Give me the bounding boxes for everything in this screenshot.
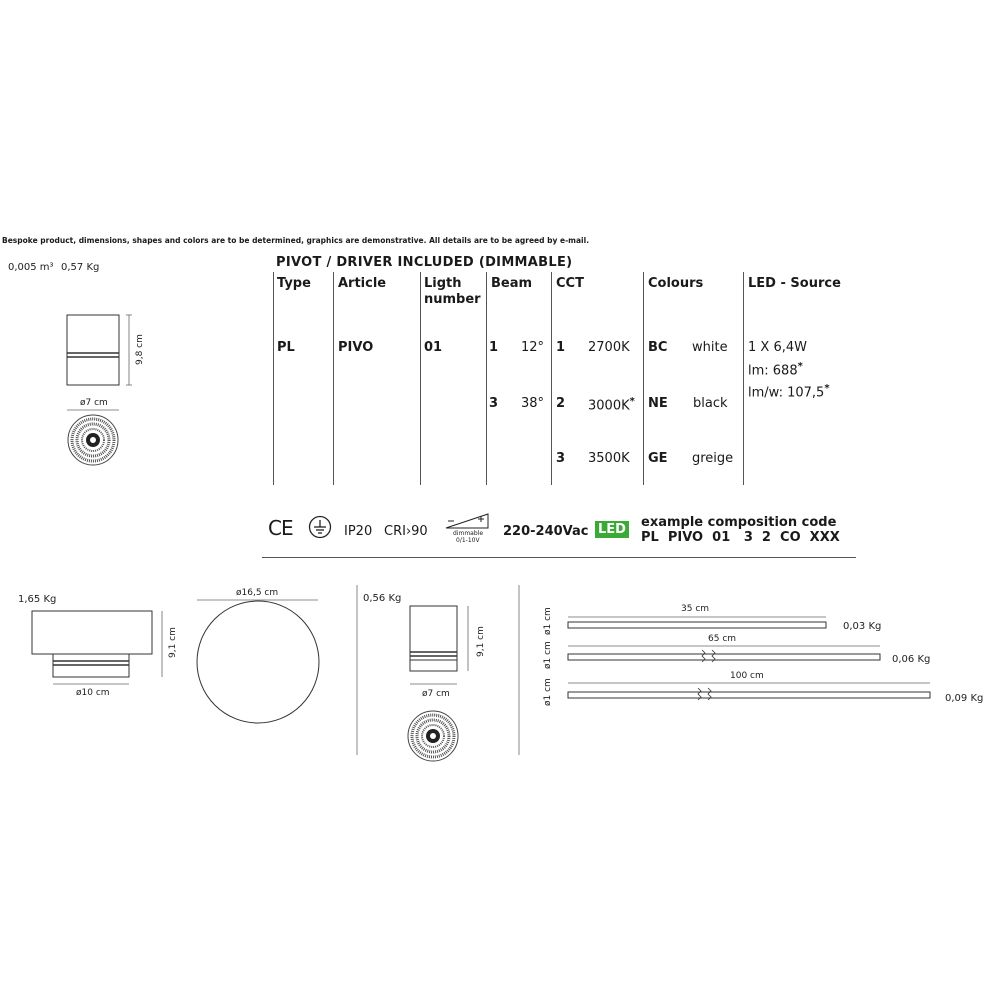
disclaimer-text: Bespoke product, dimensions, shapes and colors are to be determined, graphics are demonstrative. All details are to be agreed by e-mail. (2, 236, 590, 245)
header-length-2: number (424, 292, 481, 307)
cri-rating: CRI›90 (384, 524, 428, 539)
small-weight: 0,56 Kg (363, 593, 402, 604)
led-power: 1 X 6,4W (748, 340, 807, 355)
top-height-label: 9,8 cm (135, 334, 145, 365)
header-beam: Beam (491, 276, 533, 291)
led-lumen: lm: 688* (748, 361, 803, 379)
header-article: Article (338, 276, 387, 291)
colour-code: NE (648, 396, 668, 411)
rod-diameter: ø1 cm (543, 607, 553, 635)
voltage: 220-240Vac (503, 524, 589, 539)
rod-diameter: ø1 cm (543, 641, 553, 669)
header-type: Type (277, 276, 311, 291)
colour-name: white (692, 340, 728, 355)
cct-value: 2700K (588, 340, 630, 355)
cct-code: 1 (556, 340, 566, 355)
small-height: 9,1 cm (476, 626, 486, 657)
example-code: PL PIVO 01 3 2 CO XXX (641, 530, 840, 545)
colour-code: GE (648, 451, 668, 466)
header-cct: CCT (556, 276, 584, 291)
rod-weight: 0,06 Kg (892, 654, 931, 665)
length-value: 01 (424, 340, 443, 355)
led-badge: LED (595, 521, 629, 538)
colour-code: BC (648, 340, 668, 355)
rod-length: 65 cm (708, 634, 737, 644)
beam-value: 12° (521, 340, 545, 355)
rod-weight: 0,03 Kg (843, 621, 882, 632)
base-height: 9,1 cm (168, 627, 178, 658)
type-value: PL (277, 340, 295, 355)
top-diameter-label: ø7 cm (80, 398, 108, 408)
asterisk: * (824, 383, 830, 394)
cct-code: 2 (556, 396, 566, 411)
volume-label: 0,005 m³ (8, 262, 54, 273)
rod-length: 35 cm (681, 604, 710, 614)
header-led: LED - Source (748, 276, 841, 291)
disc-diameter: ø16,5 cm (236, 588, 279, 598)
table-title: PIVOT / DRIVER INCLUDED (DIMMABLE) (276, 255, 573, 270)
small-diameter: ø7 cm (422, 689, 450, 699)
header-colours: Colours (648, 276, 704, 291)
dimmable-range: 0/1-10V (456, 537, 480, 544)
colour-name: greige (692, 451, 734, 466)
dimmable-label: dimmable (453, 530, 484, 537)
cct-value: 3500K (588, 451, 630, 466)
base-weight: 1,65 Kg (18, 594, 57, 605)
asterisk: * (797, 361, 803, 372)
rod-length: 100 cm (730, 671, 764, 681)
beam-code: 3 (489, 396, 499, 411)
header-length-1: Ligth (424, 276, 462, 291)
led-efficacy: lm/w: 107,5* (748, 383, 830, 401)
example-title: example composition code (641, 515, 837, 530)
ce-mark-icon: CE (268, 516, 293, 540)
rod-diameter: ø1 cm (543, 678, 553, 706)
base-diameter: ø10 cm (76, 688, 110, 698)
article-value: PIVO (338, 340, 374, 355)
ip-rating: IP20 (344, 524, 373, 539)
beam-value: 38° (521, 396, 545, 411)
asterisk: * (629, 396, 635, 407)
cct-code: 3 (556, 451, 566, 466)
weight-label: 0,57 Kg (61, 262, 100, 273)
cct-value: 3000K* (588, 396, 635, 414)
rod-weight: 0,09 Kg (945, 693, 984, 704)
colour-name: black (693, 396, 728, 411)
beam-code: 1 (489, 340, 499, 355)
